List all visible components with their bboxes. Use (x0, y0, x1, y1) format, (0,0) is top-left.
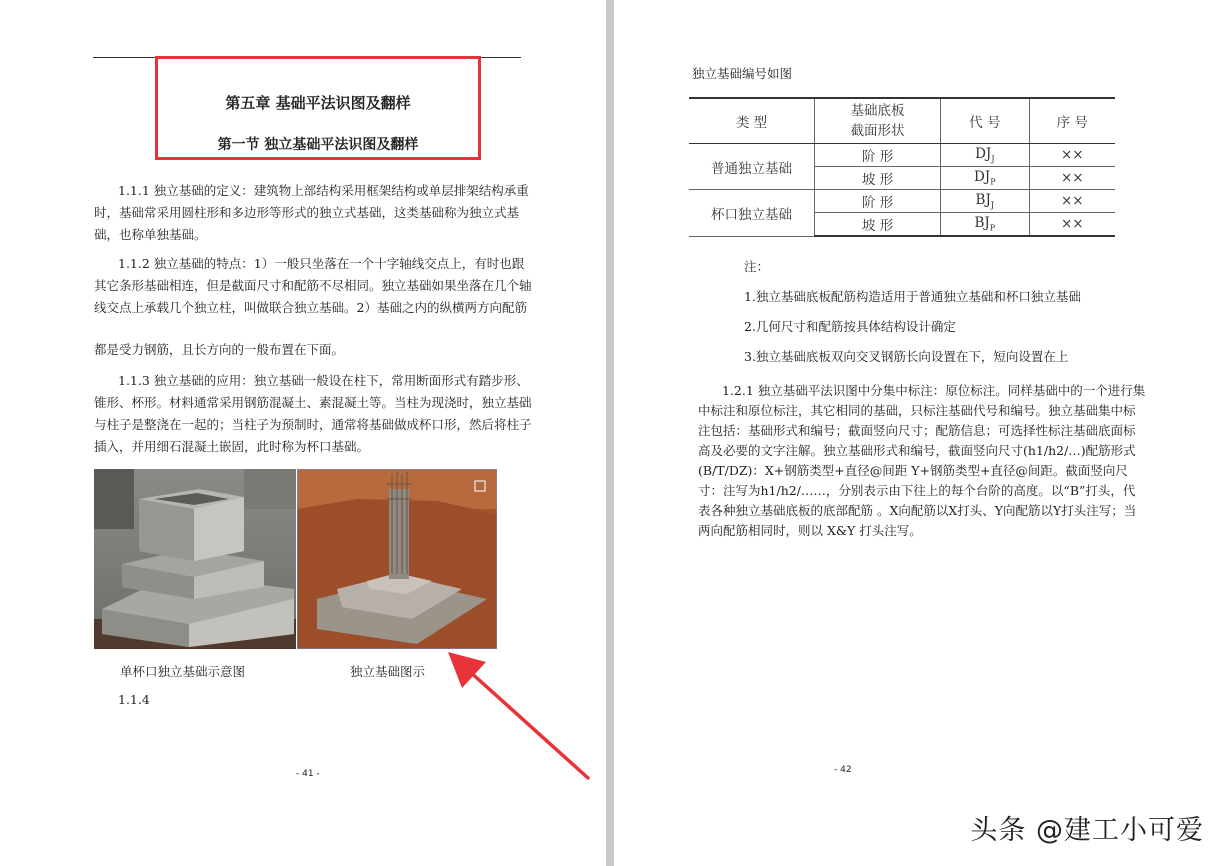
table-intro: 独立基础编号如图 (692, 66, 793, 81)
header-code: 代 号 (941, 98, 1029, 144)
code-cell: $DJ_P$ (941, 167, 1029, 190)
independent-foundation-photo (297, 469, 497, 649)
page-number-left: - 41 - (296, 769, 320, 779)
right-page (614, 0, 1228, 866)
caption-foundation-photo: 独立基础图示 (350, 664, 426, 679)
code-cell: $BJ_J$ (941, 190, 1029, 213)
table-row (689, 190, 1115, 213)
note-title: 注： (744, 259, 770, 274)
code-cell: $BJ_P$ (941, 213, 1029, 237)
header-type: 类 型 (689, 98, 815, 144)
type-cell: 杯口独立基础 (689, 190, 815, 237)
section-title: 第一节 独立基础平法识图及翻样 (217, 137, 419, 153)
shape-cell: 阶 形 (815, 190, 941, 213)
red-arrow-annotation (440, 648, 600, 788)
seq-cell: ×× (1029, 144, 1115, 167)
table-header-row (689, 98, 1115, 144)
caption-cup-foundation: 单杯口独立基础示意图 (120, 664, 246, 679)
paragraph-1-1-2-cont: 都是受力钢筋，且长方向的一般布置在下面。 (94, 342, 345, 357)
seq-cell: ×× (1029, 167, 1115, 190)
paragraph-1-1-3: 1.1.3 独立基础的应用：独立基础一般设在柱下，常用断面形式有踏步形、锥形、杯形。材料通常采用钢筋混凝土、素混凝土等。当柱为现浇时，独立基础与柱子是整浇在一起的；当柱子为预制时，通常将基础做成杯口形，然后将柱子插入，并用细石混凝土嵌固，此时称为杯口基础。 (94, 373, 532, 454)
cup-foundation-photo (94, 469, 296, 649)
paragraph-1-1-2: 1.1.2 独立基础的特点：1）一般只坐落在一个十字轴线交点上，有时也跟其它条形基础相连，但是截面尺寸和配筋不尽相同。独立基础如果坐落在几个轴线交点上承载几个独立柱，叫做联合独立基础。2）基础之内的纵横两方向配筋 (94, 256, 532, 315)
note-2: 2.几何尺寸和配筋按具体结构设计确定 (744, 319, 956, 334)
paragraph-1-1-1: 1.1.1 独立基础的定义：建筑物上部结构采用框架结构或单层排架结构承重时，基础常采用圆柱形和多边形等形式的独立式基础，这类基础称为独立式基础，也称单独基础。 (94, 183, 529, 242)
seq-cell: ×× (1029, 190, 1115, 213)
shape-cell: 阶 形 (815, 144, 941, 167)
chapter-title: 第五章 基础平法识图及翻样 (225, 94, 411, 112)
left-page (0, 0, 606, 866)
paragraph-1-2-1: 1.2.1 独立基础平法识图中分集中标注：原位标注。同样基础中的一个进行集中标注和原位标注，其它相同的基础，只标注基础代号和编号。独立基础集中标注包括：基础形式和编号；截面竖向尺寸；配筋信息；可选择性标注基础底面标高及必要的文字注解。独立基础形式和编号，截面竖向尺寸(h1/h2/…)配筋形式(B/T/DZ)：X+钢筋类型+直径@间距 Y+钢筋类型+直径@间距。截面竖向尺寸：注写为h1/h2/……，分别表示由下往上的每个台阶的高度。以“B”打头，代表各种独立基础底板的底部配筋 。X向配筋以X打头、Y向配筋以Y打头注写；当两向配筋相同时，则以 X&Y 打头注写。 (698, 383, 1146, 538)
note-1: 1.独立基础底板配筋构造适用于普通独立基础和杯口独立基础 (744, 289, 1081, 304)
table-row (689, 144, 1115, 167)
foundation-code-table (689, 97, 1115, 237)
title-highlight-box (155, 56, 481, 160)
shape-cell: 坡 形 (815, 213, 941, 237)
page-number-right: - 42 (834, 765, 852, 775)
header-shape: 基础底板 截面形状 (815, 98, 941, 144)
section-1-1-4: 1.1.4 (118, 692, 150, 707)
seq-cell: ×× (1029, 213, 1115, 237)
watermark: 头条 @建工小可爱 (970, 815, 1204, 846)
note-3: 3.独立基础底板双向交叉钢筋长向设置在下，短向设置在上 (744, 349, 1069, 364)
shape-cell: 坡 形 (815, 167, 941, 190)
type-cell: 普通独立基础 (689, 144, 815, 190)
code-cell: $DJ_J$ (941, 144, 1029, 167)
header-seq: 序 号 (1029, 98, 1115, 144)
